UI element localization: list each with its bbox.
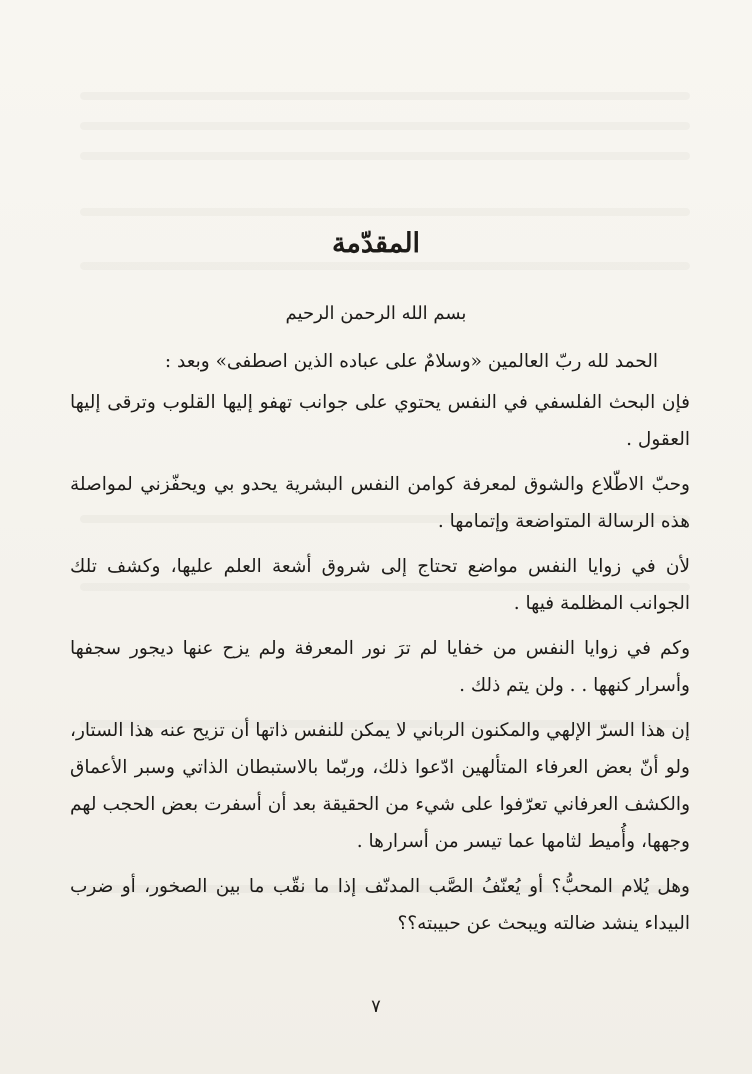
paragraph: وحبّ الاطّلاع والشوق لمعرفة كوامن النفس البشرية يحدو بي ويحفّزني لمواصلة هذه الرسالة المتواضعة وإتمامها . <box>70 474 690 532</box>
paragraph: لأن في زوايا النفس مواضع تحتاج إلى شروق أشعة العلم عليها، وكشف تلك الجوانب المظلمة فيها . <box>70 556 690 614</box>
paragraph: فإن البحث الفلسفي في النفس يحتوي على جوانب تهفو إليها القلوب وترقى إليها العقول . <box>70 392 690 450</box>
show-through-line <box>80 262 690 270</box>
basmala-line: بسم الله الرحمن الرحيم <box>285 303 467 324</box>
paragraph: وكم في زوايا النفس من خفايا لم ترَ نور المعرفة ولم يزح عنها ديجور سجفها وأسرار كنهها . . ولن يتم ذلك . <box>70 638 690 696</box>
show-through-line <box>80 122 690 130</box>
show-through-line <box>80 92 690 100</box>
paragraph-opening: الحمد لله ربّ العالمين «وسلامٌ على عباده الذين اصطفى» وبعد : <box>164 351 658 372</box>
body-text <box>70 343 690 946</box>
page-number: ٧ <box>371 996 381 1017</box>
paragraph: وهل يُلام المحبُّ؟ أو يُعنّفُ الصَّب المدنّف إذا ما نقّب ما بين الصخور، أو ضرب البيداء ينشد ضالته ويبحث عن حبيبته؟؟ <box>70 876 690 934</box>
show-through-line <box>80 152 690 160</box>
paragraph: إن هذا السرّ الإلهي والمكنون الرباني لا يمكن للنفس ذاتها أن تزيح عنه هذا الستار، ولو أنّ بعض العرفاء المتألهين ادّعوا ذلك، وربّما بالاستبطان الذاتي وسبر الأعماق والكشف العرفاني تعرّفوا على شيء من الحقيقة بعد أن أسفرت بعض الحجب لهم وجهها، وأُميط لثامها عما تيسر من أسرارها . <box>70 720 690 852</box>
page-title: المقدّمة <box>331 228 421 259</box>
show-through-line <box>80 208 690 216</box>
